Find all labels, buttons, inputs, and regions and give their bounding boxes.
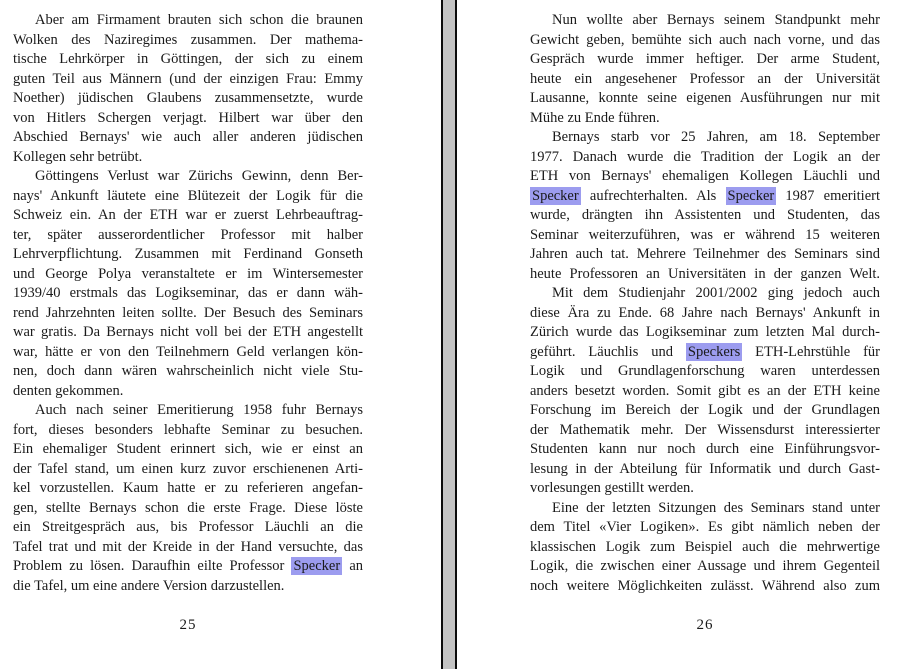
search-highlight: Specker bbox=[293, 558, 341, 574]
text-segment: gen, stellte Bernays schon die erste Frage. Diese löste bbox=[13, 499, 363, 516]
text-line bbox=[530, 577, 880, 597]
text-segment: Bernays starb vor 25 Jahren, am 18. September bbox=[552, 129, 880, 145]
text-line bbox=[530, 167, 880, 187]
page-left-text-lines bbox=[13, 11, 363, 596]
text-line bbox=[13, 89, 363, 109]
text-line bbox=[530, 343, 880, 363]
text-segment: lesung in der Abteilung für Informatik und durch Gast- bbox=[530, 460, 880, 477]
text-line bbox=[13, 479, 363, 499]
page-right-text-lines bbox=[530, 11, 880, 596]
text-line bbox=[530, 187, 880, 207]
text-segment: Seminar weiterzuführen, was er während 15 weiteren bbox=[530, 226, 880, 243]
text-line bbox=[13, 401, 363, 421]
text-segment: Zürich wurde das Logikseminar zum letzten Mal durch- bbox=[530, 324, 880, 340]
text-line bbox=[530, 50, 880, 70]
text-line bbox=[530, 323, 880, 343]
text-segment: diese Ära zu Ende. 68 Jahre nach Bernays' Ankunft in bbox=[530, 304, 880, 321]
search-highlight: Speckers bbox=[687, 343, 741, 360]
text-segment: rend Jahrzehnten leiten sollte. Der Besuch des Seminars bbox=[13, 304, 363, 321]
text-segment: Noether) jüdischen Glaubens zusammensetzte, wurde bbox=[13, 90, 363, 106]
text-line bbox=[530, 460, 880, 480]
text-segment: 1939/40 erstmals das Logikseminar, das er dann wäh- bbox=[13, 285, 363, 301]
text-segment: war, hätte er von den Teilnehmern Geld verlangen kön- bbox=[13, 343, 363, 360]
search-highlight: Specker bbox=[532, 187, 579, 204]
text-segment: geführt. Läuchlis und bbox=[530, 343, 686, 360]
text-line bbox=[530, 265, 880, 285]
text-segment: guten Teil aus Männern (und der einzigen Frau: Emmy bbox=[13, 70, 363, 87]
text-segment: Auch nach seiner Emeritierung 1958 fuhr Bernays bbox=[35, 402, 363, 418]
text-segment: klassischen Logik zum Beispiel auch die mehrwertige bbox=[530, 538, 880, 555]
text-segment: fort, dieses besonders lebhafte Seminar zu besuchen. bbox=[13, 421, 363, 438]
text-line bbox=[13, 362, 363, 382]
text-segment: Lehrverpflichtung. Zusammen mit Ferdinand Gonseth bbox=[13, 246, 363, 262]
page-gutter-divider bbox=[441, 0, 457, 669]
text-line bbox=[530, 421, 880, 441]
text-segment: Logik und Grundlagenforschung waren unterdessen bbox=[530, 363, 880, 379]
text-segment: Abschied Bernays' wie auch aller anderen jüdischen bbox=[13, 129, 363, 145]
text-segment: Studenten kann nur noch durch eine Einführungsvor- bbox=[530, 441, 880, 457]
page-right bbox=[457, 0, 897, 669]
text-line bbox=[13, 499, 363, 519]
text-line bbox=[13, 226, 363, 246]
text-line bbox=[530, 128, 880, 148]
page-number-left: 25 bbox=[179, 617, 197, 633]
text-line bbox=[530, 557, 880, 577]
text-line bbox=[530, 245, 880, 265]
text-segment: ein Streitgespräch aus, bis Professor Läuchli an die bbox=[13, 519, 363, 535]
text-segment: dem Titel «Vier Logiken». Es gibt nämlich neben der bbox=[530, 519, 880, 535]
text-segment: Ein ehemaliger Student erinnert sich, wie er einst an bbox=[13, 441, 363, 457]
text-line bbox=[530, 401, 880, 421]
text-segment: Gespräch wurde immer heftiger. Der arme Student, bbox=[530, 51, 880, 67]
text-line bbox=[530, 499, 880, 519]
text-line bbox=[13, 460, 363, 480]
text-line bbox=[13, 187, 363, 207]
text-segment: 1987 emeritiert bbox=[776, 187, 880, 204]
text-segment: an bbox=[342, 558, 363, 574]
text-line bbox=[13, 11, 363, 31]
search-highlight: Specker bbox=[727, 187, 775, 204]
text-line bbox=[13, 343, 363, 363]
text-line bbox=[530, 382, 880, 402]
text-line bbox=[13, 577, 363, 597]
text-segment: Aber am Firmament brauten sich schon die braunen bbox=[35, 12, 363, 28]
text-line bbox=[530, 479, 880, 499]
page-number-right: 26 bbox=[696, 617, 714, 633]
text-line bbox=[530, 109, 880, 129]
text-segment: war gratis. Da Bernays nicht voll bei der ETH angestellt bbox=[13, 324, 363, 340]
text-line bbox=[13, 31, 363, 51]
text-line bbox=[13, 538, 363, 558]
text-line bbox=[13, 167, 363, 187]
text-line bbox=[530, 148, 880, 168]
text-segment: Eine der letzten Sitzungen des Seminars stand unter bbox=[552, 499, 880, 516]
text-segment: ter, später ausserordentlicher Professor mit halber bbox=[13, 226, 363, 243]
text-line bbox=[13, 128, 363, 148]
text-segment: Kollegen sehr betrübt. bbox=[13, 148, 143, 165]
text-line bbox=[13, 421, 363, 441]
text-segment: von Hitlers Schergen verjagt. Hilbert war über den bbox=[13, 109, 363, 126]
text-segment: Lausanne, konnte seine eigenen Ausführungen nur mit bbox=[530, 90, 880, 106]
text-segment: Göttingens Verlust war Zürichs Gewinn, denn Ber- bbox=[35, 168, 363, 184]
text-line bbox=[530, 440, 880, 460]
text-segment: noch weitere Möglichkeiten zulässt. Während also zum bbox=[530, 577, 880, 594]
text-segment: Gewicht geben, bemühte sich auch nach vorne, und das bbox=[530, 31, 880, 48]
text-line bbox=[13, 50, 363, 70]
text-line bbox=[530, 362, 880, 382]
text-line bbox=[13, 109, 363, 129]
text-line bbox=[13, 206, 363, 226]
text-line bbox=[13, 518, 363, 538]
text-segment: tische Lehrkörper in Göttingen, der sich zu einem bbox=[13, 51, 363, 67]
text-segment: Problem zu lösen. Daraufhin eilte Professor bbox=[13, 558, 292, 574]
text-segment: Schweiz ein. An der ETH war er zuerst Lehrbeauftrag- bbox=[13, 207, 363, 223]
text-line bbox=[13, 245, 363, 265]
text-line bbox=[530, 518, 880, 538]
text-line bbox=[530, 70, 880, 90]
text-line bbox=[530, 284, 880, 304]
text-line bbox=[13, 440, 363, 460]
text-segment: Nun wollte aber Bernays seinem Standpunkt mehr bbox=[552, 12, 880, 28]
text-segment: kel vorzustellen. Kaum hatte er zu referieren angefan- bbox=[13, 480, 363, 496]
text-line bbox=[530, 89, 880, 109]
text-segment: Wolken des Naziregimes zusammen. Der mathema- bbox=[13, 31, 363, 48]
text-line bbox=[13, 304, 363, 324]
text-line bbox=[13, 557, 363, 577]
text-line bbox=[530, 538, 880, 558]
text-segment: Mühe zu Ende führen. bbox=[530, 109, 660, 126]
text-segment: der Mathematik mehr. Der Wissensdurst interessierter bbox=[530, 421, 880, 438]
text-line bbox=[530, 226, 880, 246]
text-segment: Jahren auch tat. Mehrere Teilnehmer des Seminars sind bbox=[530, 246, 880, 262]
text-segment: Tafel trat und mit der Kreide in der Hand versuchte, das bbox=[13, 538, 363, 555]
text-segment: heute Professoren an Universitäten in der ganzen Welt. bbox=[530, 265, 880, 282]
text-segment: Forschung im Bereich der Logik und der Grundlagen bbox=[530, 402, 880, 418]
text-segment: nays' Ankunft läutete eine Blütezeit der Logik für die bbox=[13, 187, 363, 204]
text-line bbox=[530, 11, 880, 31]
text-segment: heute ein angesehener Professor an der Universität bbox=[530, 70, 880, 87]
text-line bbox=[530, 31, 880, 51]
text-segment: denten gekommen. bbox=[13, 382, 124, 399]
text-segment: aufrechterhalten. Als bbox=[580, 187, 726, 204]
text-segment: nen, doch dann wären wahrscheinlich nicht viele Stu- bbox=[13, 363, 363, 379]
text-line bbox=[13, 70, 363, 90]
text-segment: der Tafel stand, um einen kurz zuvor erschienenen Arti- bbox=[13, 460, 363, 477]
text-segment: ETH von Bernays' ehemaligen Kollegen Läuchli und bbox=[530, 168, 880, 184]
text-segment: wurde, drängten ihn Assistenten und Studenten, das bbox=[530, 207, 880, 223]
text-segment: Logik, die zwischen einer Aussage und ihrem Gegenteil bbox=[530, 558, 880, 574]
page-left bbox=[0, 0, 441, 669]
text-line bbox=[530, 206, 880, 226]
text-line bbox=[530, 304, 880, 324]
text-segment: 1977. Danach wurde die Tradition der Logik an der bbox=[530, 148, 880, 165]
text-line bbox=[13, 284, 363, 304]
text-line bbox=[13, 323, 363, 343]
text-segment: und George Polya veranstaltete er im Wintersemester bbox=[13, 265, 363, 282]
text-line bbox=[13, 382, 363, 402]
text-segment: die Tafel, um eine andere Version darzustellen. bbox=[13, 577, 285, 594]
text-line bbox=[13, 265, 363, 285]
text-segment: Mit dem Studienjahr 2001/2002 ging jedoch auch bbox=[552, 285, 880, 301]
text-segment: anders besetzt worden. Somit gibt es an der ETH keine bbox=[530, 382, 880, 399]
text-segment: vorlesungen gestillt werden. bbox=[530, 480, 694, 496]
text-line bbox=[13, 148, 363, 168]
text-segment: ETH-Lehrstühle für bbox=[742, 343, 880, 360]
